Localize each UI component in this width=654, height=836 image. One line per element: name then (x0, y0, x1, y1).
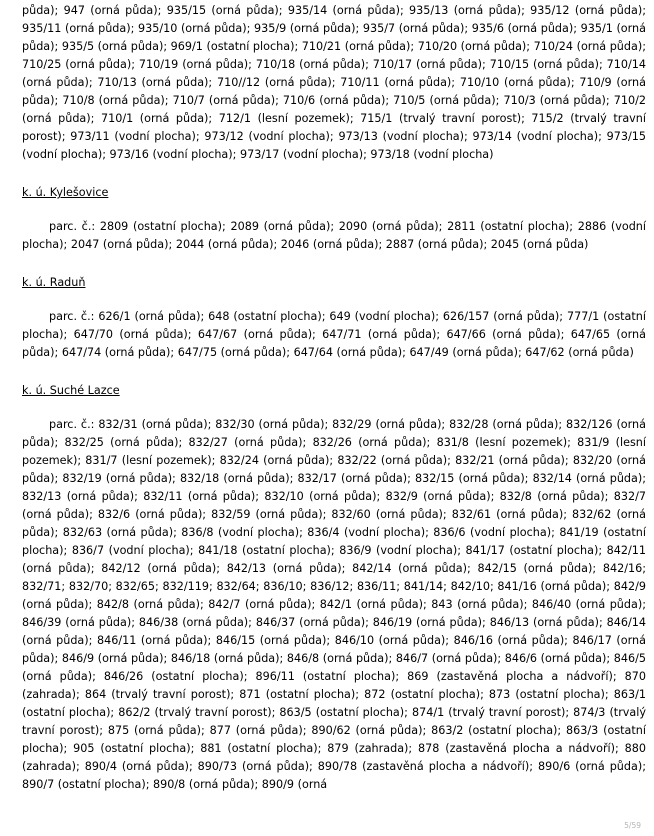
parcel-list-kylesovice: parc. č.: 2809 (ostatní plocha); 2089 (orná půda); 2090 (orná půda); 2811 (ostatní plocha); 2886 (vodní plocha); 2047 (orná půda); 2044 (orná půda); 2046 (orná půda); 2887 (orná půda); 2045 (orná půda) (22, 220, 646, 251)
section-heading-suche-lazce: k. ú. Suché Lazce (22, 384, 120, 397)
section-heading-radun: k. ú. Raduň (22, 276, 86, 289)
section-heading-kylesovice: k. ú. Kylešovice (22, 186, 109, 199)
parcel-list-continued: půda); 947 (orná půda); 935/15 (orná půda); 935/14 (orná půda); 935/13 (orná půda); 935/12 (orná půda); 935/11 (orná půda); 935/10 (orná půda); 935/9 (orná půda); 935/7 (orná půda); 935/6 (orná půda); 935/1 (orná půda); 935/5 (orná půda); 969/1 (ostatní plocha); 710/21 (orná půda); 710/20 (orná půda); 710/24 (orná půda); 710/25 (orná půda); 710/19 (orná půda); 710/18 (orná půda); 710/17 (orná půda); 710/15 (orná půda); 710/14 (orná půda); 710/13 (orná půda); 710//12 (orná půda); 710/11 (orná půda); 710/10 (orná půda); 710/9 (orná půda); 710/8 (orná půda); 710/7 (orná půda); 710/6 (orná půda); 710/5 (orná půda); 710/3 (orná půda); 710/2 (orná půda); 710/1 (orná půda); 712/1 (lesní pozemek); 715/1 (trvalý travní porost); 715/2 (trvalý travní porost); 973/11 (vodní plocha); 973/12 (vodní plocha); 973/13 (vodní plocha); 973/14 (vodní plocha); 973/15 (vodní plocha); 973/16 (vodní plocha); 973/17 (vodní plocha); 973/18 (vodní plocha) (22, 4, 646, 161)
parcel-list-suche-lazce: parc. č.: 832/31 (orná půda); 832/30 (orná půda); 832/29 (orná půda); 832/28 (orná půda); 832/126 (orná půda); 832/25 (orná půda); 832/27 (orná půda); 832/26 (orná půda); 831/8 (lesní pozemek); 831/9 (lesní pozemek); 831/7 (lesní pozemek); 832/24 (orná půda); 832/22 (orná půda); 832/21 (orná půda); 832/20 (orná půda); 832/19 (orná půda); 832/18 (orná půda); 832/17 (orná půda); 832/15 (orná půda); 832/14 (orná půda); 832/13 (orná půda); 832/11 (orná půda); 832/10 (orná půda); 832/9 (orná půda); 832/8 (orná půda); 832/7 (orná půda); 832/6 (orná půda); 832/59 (orná půda); 832/60 (orná půda); 832/61 (orná půda); 832/62 (orná půda); 832/63 (orná půda); 836/8 (vodní plocha); 836/4 (vodní plocha); 836/6 (vodní plocha); 841/19 (ostatní plocha); 836/7 (vodní plocha); 841/18 (ostatní plocha); 836/9 (vodní plocha); 841/17 (ostatní plocha); 842/11 (orná půda); 842/12 (orná půda); 842/13 (orná půda); 842/14 (orná půda); 842/15 (orná půda); 842/16; 832/71; 832/70; 832/65; 832/119; 832/64; 836/10; 836/12; 836/11; 841/14; 842/10; 841/16 (orná půda); 842/9 (orná půda); 842/8 (orná půda); 842/7 (orná půda); 842/1 (orná půda); 843 (orná půda); 846/40 (orná půda); 846/39 (orná půda); 846/38 (orná půda); 846/37 (orná půda); 846/19 (orná půda); 846/13 (orná půda); 846/14 (orná půda); 846/11 (orná půda); 846/15 (orná půda); 846/10 (orná půda); 846/16 (orná půda); 846/17 (orná půda); 846/9 (orná půda); 846/18 (orná půda); 846/8 (orná půda); 846/7 (orná půda); 846/6 (orná půda); 846/5 (orná půda); 846/26 (ostatní plocha); 896/11 (ostatní plocha); 869 (zastavěná plocha a nádvoří); 870 (zahrada); 864 (trvalý travní porost); 871 (ostatní plocha); 872 (ostatní plocha); 873 (ostatní plocha); 863/1 (ostatní plocha); 862/2 (trvalý travní porost); 863/5 (ostatní plocha); 874/1 (trvalý travní porost); 874/3 (trvalý travní porost); 875 (orná půda); 877 (orná půda); 890/62 (orná půda); 863/2 (ostatní plocha); 863/3 (ostatní plocha); 905 (ostatní plocha); 881 (ostatní plocha); 879 (zahrada); 878 (zastavěná plocha a nádvoří); 880 (zahrada); 890/4 (orná půda); 890/73 (orná půda); 890/78 (zastavěná plocha a nádvoří); 890/6 (orná půda); 890/7 (ostatní plocha); 890/8 (orná půda); 890/9 (orná (22, 418, 646, 791)
page-number: 5/59 (624, 821, 641, 830)
parcel-list-radun: parc. č.: 626/1 (orná půda); 648 (ostatní plocha); 649 (vodní plocha); 626/157 (orná půda); 777/1 (ostatní plocha); 647/70 (orná půda); 647/67 (orná půda); 647/71 (orná půda); 647/66 (orná půda); 647/65 (orná půda); 647/74 (orná půda); 647/75 (orná půda); 647/64 (orná půda); 647/49 (orná půda); 647/62 (orná půda) (22, 310, 646, 359)
